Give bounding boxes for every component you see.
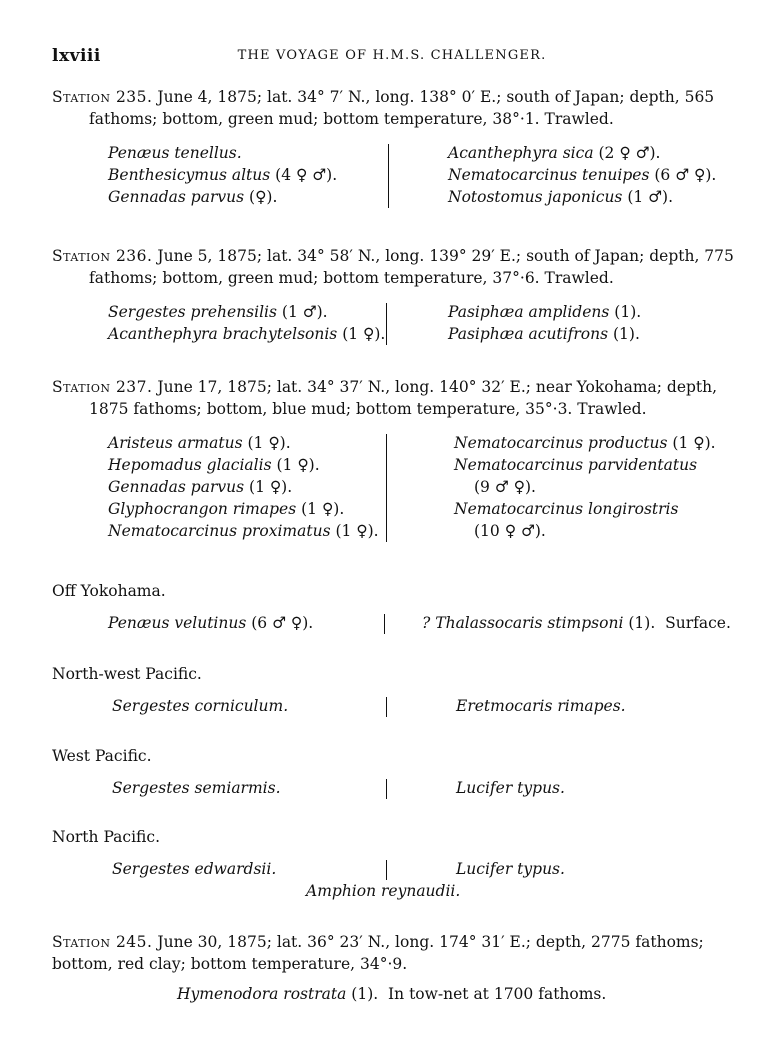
species-left: Sergestes edwardsii. [112, 860, 277, 878]
species-row [52, 858, 742, 880]
species-right: ? Thalassocaris stimpsoni (1). Surface. [422, 614, 731, 632]
species-right: Nematocarcinus longirostris [454, 500, 679, 518]
species-row [52, 612, 742, 634]
species-row [52, 454, 742, 476]
station-details: June 5, 1875; lat. 34° 58′ N., long. 139° 29′ E.; south of Japan; depth, 775 fathoms; bottom, green mud; bottom temperature, 37°·6. Trawled. [89, 247, 734, 287]
running-title: THE VOYAGE OF H.M.S. CHALLENGER. [237, 48, 547, 63]
species-left: Acanthephyra brachytelsonis (1 ♀). [108, 325, 386, 343]
species-row [52, 476, 742, 498]
species-right: Nematocarcinus parvidentatus [454, 456, 698, 474]
station-details: June 4, 1875; lat. 34° 7′ N., long. 138° 0′ E.; south of Japan; depth, 565 fathoms; bottom, green mud; bottom temperature, 38°·1. Trawled. [89, 88, 715, 128]
column-divider [386, 697, 387, 717]
species-count: (1). [351, 985, 379, 1003]
species-left: Penæus tenellus. [108, 144, 242, 162]
species-row [52, 323, 742, 345]
locality-heading: West Pacific. [52, 747, 152, 765]
station-details: June 30, 1875; lat. 36° 23′ N., long. 174° 31′ E.; depth, 2775 fathoms; bottom, red clay; bottom temperature, 34°·9. [52, 933, 704, 973]
species-right: Acanthephyra sica (2 ♀ ♂). [448, 144, 661, 162]
station-236 [52, 245, 742, 345]
species-right: Lucifer typus. [456, 779, 565, 797]
station-label: Station 235. [52, 88, 153, 106]
species-left: Penæus velutinus (6 ♂ ♀). [108, 614, 314, 632]
centered-species: Amphion reynaudii. [306, 882, 461, 900]
locality-north-west-pacific [52, 663, 742, 717]
species-row [52, 301, 742, 323]
station-heading [52, 86, 742, 130]
species-right: Eretmocaris rimapes. [456, 697, 626, 715]
centered-species-row [52, 880, 742, 902]
species-table [52, 142, 742, 208]
species-right: Pasiphæa amplidens (1). [448, 303, 642, 321]
station-heading [52, 931, 742, 975]
species-right: Nematocarcinus productus (1 ♀). [454, 434, 716, 452]
column-divider [384, 614, 385, 634]
species-left: Gennadas parvus (♀). [108, 188, 278, 206]
station-heading [52, 245, 742, 289]
species-left: Aristeus armatus (1 ♀). [108, 434, 291, 452]
species-right: Notostomus japonicus (1 ♂). [448, 188, 674, 206]
locality-heading: Off Yokohama. [52, 582, 166, 600]
page-number: lxviii [52, 46, 101, 66]
species-row [52, 520, 742, 542]
species-row [52, 186, 742, 208]
species-left: Gennadas parvus (1 ♀). [108, 478, 293, 496]
station-237 [52, 376, 742, 542]
station-details: June 17, 1875; lat. 34° 37′ N., long. 140° 32′ E.; near Yokohama; depth, 1875 fathoms; bottom, blue mud; bottom temperature, 35°·3. Trawled. [89, 378, 718, 418]
species-left: Nematocarcinus proximatus (1 ♀). [108, 522, 379, 540]
species-row [52, 164, 742, 186]
station-label: Station 245. [52, 933, 153, 951]
locality-north-pacific [52, 826, 742, 902]
species-row [52, 142, 742, 164]
species-left: Sergestes corniculum. [112, 697, 289, 715]
species-table [52, 301, 742, 345]
species-left: Sergestes semiarmis. [112, 779, 281, 797]
species-right: Pasiphæa acutifrons (1). [448, 325, 640, 343]
locality-heading: North Pacific. [52, 828, 161, 846]
station-235 [52, 86, 742, 208]
station-245 [52, 931, 742, 1005]
species-left: Glyphocrangon rimapes (1 ♀). [108, 500, 345, 518]
species-left: Benthesicymus altus (4 ♀ ♂). [108, 166, 338, 184]
species-left: Sergestes prehensilis (1 ♂). [108, 303, 328, 321]
species-left: Hepomadus glacialis (1 ♀). [108, 456, 320, 474]
species-name: Hymenodora rostrata [177, 985, 347, 1003]
species-right: Nematocarcinus tenuipes (6 ♂ ♀). [448, 166, 717, 184]
station-heading [52, 376, 742, 420]
species-row [52, 777, 742, 799]
species-right: Lucifer typus. [456, 860, 565, 878]
page-header [52, 46, 732, 70]
species-right: (9 ♂ ♀). [474, 478, 536, 496]
species-row [52, 432, 742, 454]
station-label: Station 237. [52, 378, 153, 396]
column-divider [386, 860, 387, 880]
locality-off-yokohama [52, 580, 742, 634]
tow-net-note: In tow-net at 1700 fathoms. [388, 985, 607, 1003]
tow-net-row [52, 983, 742, 1005]
species-row [52, 498, 742, 520]
column-divider [386, 779, 387, 799]
species-row [52, 695, 742, 717]
species-right: (10 ♀ ♂). [474, 522, 546, 540]
locality-west-pacific [52, 745, 742, 799]
species-table [52, 432, 742, 542]
station-label: Station 236. [52, 247, 153, 265]
locality-heading: North-west Pacific. [52, 665, 202, 683]
